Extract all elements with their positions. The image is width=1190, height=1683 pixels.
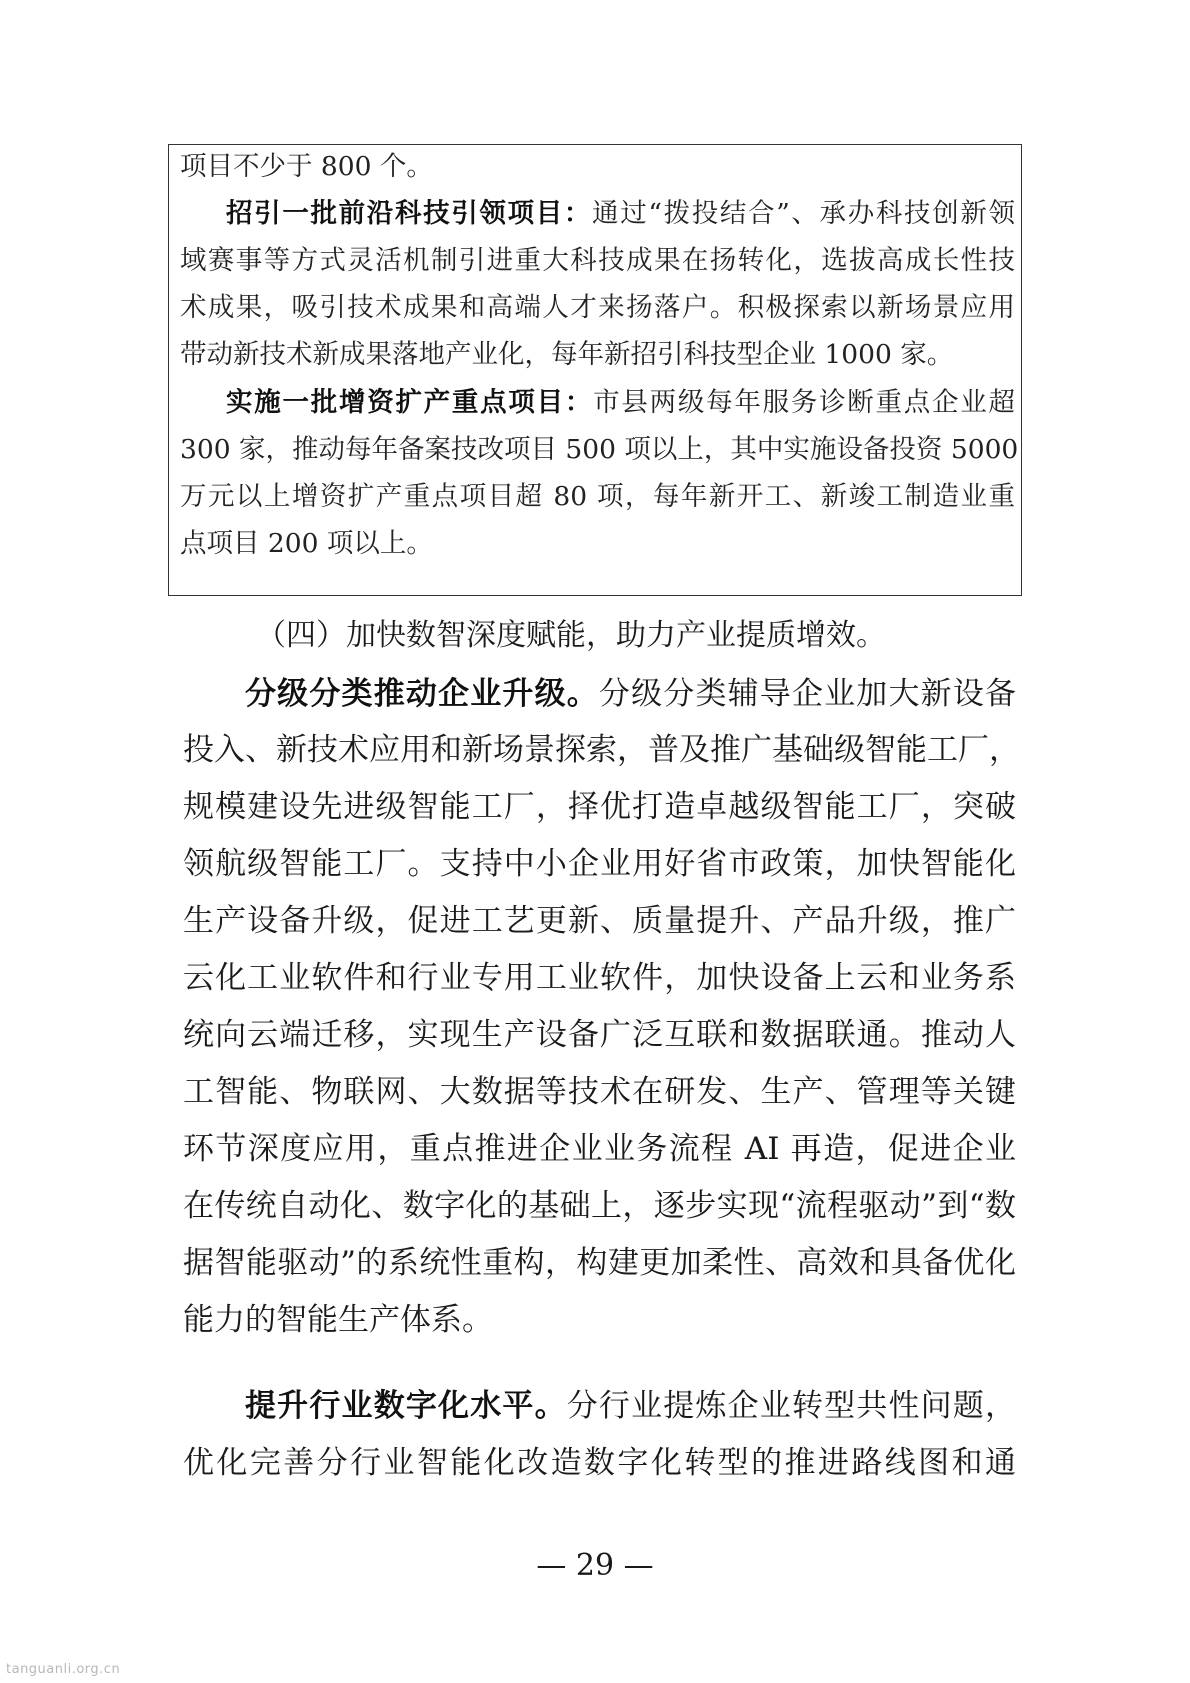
paragraph-1-line-1-text: 分级分类辅导企业加大新设备: [598, 676, 1017, 712]
body-paragraph-1-line-6: 云化工业软件和行业专用工业软件，加快设备上云和业务系: [183, 960, 1016, 996]
body-paragraph-1-line-4: 领航级智能工厂。支持中小企业用好省市政策，加快智能化: [183, 846, 1016, 882]
paragraph-2-lead: 提升行业数字化水平。: [245, 1388, 567, 1424]
body-paragraph-1-line-1: [245, 672, 1016, 716]
body-paragraph-1-line-11: 据智能驱动”的系统性重构，构建更加柔性、高效和具备优化: [183, 1245, 1016, 1281]
section-heading: （四）加快数智深度赋能，助力产业提质增效。: [256, 618, 886, 653]
body-paragraph-1-line-12: 能力的智能生产体系。: [183, 1302, 493, 1338]
watermark: tanguanli.org.cn: [6, 1662, 121, 1677]
box-line-6: [226, 386, 1015, 420]
body-paragraph-1-line-8: 工智能、物联网、大数据等技术在研发、生产、管理等关键: [183, 1074, 1016, 1110]
body-paragraph-2-line-2: 优化完善分行业智能化改造数字化转型的推进路线图和通: [183, 1445, 1016, 1481]
body-paragraph-1-line-5: 生产设备升级，促进工艺更新、质量提升、产品升级，推广: [183, 903, 1016, 939]
box-line-7: 300 家，推动每年备案技改项目 500 项以上，其中实施设备投资 5000: [180, 434, 1019, 465]
paragraph-1-lead: 分级分类推动企业升级。: [245, 676, 599, 712]
body-paragraph-1-line-2: 投入、新技术应用和新场景探索，普及推广基础级智能工厂，: [183, 732, 1020, 768]
box-line-3: 域赛事等方式灵活机制引进重大科技成果在扬转化，选拔高成长性技: [180, 245, 1015, 276]
body-paragraph-1-line-7: 统向云端迁移，实现生产设备广泛互联和数据联通。推动人: [183, 1017, 1016, 1053]
box-line-2-text: 通过“拨投结合”、承办科技创新领: [592, 198, 1015, 229]
box-line-1: 项目不少于 800 个。: [180, 151, 433, 182]
box-line-4: 术成果，吸引技术成果和高端人才来扬落户。积极探索以新场景应用: [180, 292, 1015, 323]
body-paragraph-1-line-10: 在传统自动化、数字化的基础上，逐步实现“流程驱动”到“数: [183, 1188, 1016, 1224]
paragraph-2-line-1-text: 分行业提炼企业转型共性问题，: [566, 1388, 1017, 1424]
box-line-2: [226, 197, 1015, 231]
body-paragraph-1-line-9: 环节深度应用，重点推进企业业务流程 AI 再造，促进企业: [183, 1131, 1016, 1167]
body-paragraph-2-line-1: [245, 1384, 1016, 1428]
body-paragraph-1-line-3: 规模建设先进级智能工厂，择优打造卓越级智能工厂，突破: [183, 789, 1016, 825]
box-line-9: 点项目 200 项以上。: [180, 528, 433, 559]
box-line-5: 带动新技术新成果落地产业化，每年新招引科技型企业 1000 家。: [180, 339, 954, 370]
box-line-6-text: 市县两级每年服务诊断重点企业超: [593, 387, 1016, 418]
box-line-8: 万元以上增资扩产重点项目超 80 项，每年新开工、新竣工制造业重: [180, 481, 1015, 512]
box-subheading-2: 实施一批增资扩产重点项目：: [226, 387, 594, 418]
box-subheading-1: 招引一批前沿科技引领项目：: [226, 198, 593, 229]
page-number: — 29 —: [536, 1548, 654, 1583]
